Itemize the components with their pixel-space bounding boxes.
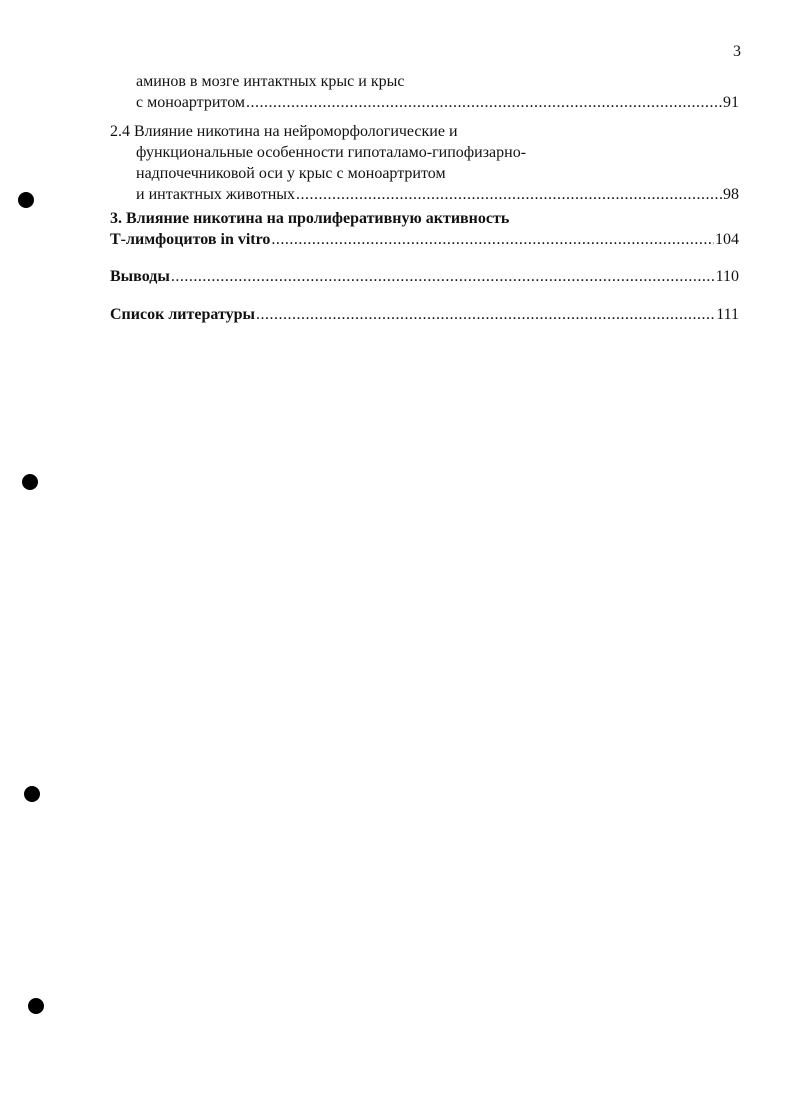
- toc-entry-2-3-page: 91: [723, 94, 739, 111]
- toc-entry-2-3-last-line: [136, 93, 739, 112]
- dot-leader: [256, 305, 715, 324]
- toc-entry-3-line2: Т-лимфоцитов in vitro: [110, 231, 271, 248]
- toc-conclusions-page: 110: [715, 268, 739, 285]
- toc-conclusions-label: Выводы: [110, 268, 170, 285]
- dot-leader: [271, 230, 714, 249]
- toc-entry-2-3-line1: аминов в мозге интактных крыс и крыс: [136, 73, 405, 90]
- toc-entry-references: [110, 305, 739, 324]
- page-number: 3: [733, 43, 741, 60]
- toc-references-label: Список литературы: [110, 306, 255, 323]
- toc-entry-2-4-page: 98: [723, 186, 739, 203]
- toc-entry-3-page: 104: [715, 231, 739, 248]
- punch-hole-mark: [24, 786, 40, 802]
- toc-entry-conclusions: [110, 267, 739, 286]
- toc-references-page: 111: [716, 306, 739, 323]
- dot-leader: [296, 185, 722, 204]
- punch-hole-mark: [22, 474, 38, 490]
- toc-entry-2-4-last-line: [136, 185, 739, 204]
- punch-hole-mark: [28, 998, 44, 1014]
- toc-entry-2-4-line2: функциональные особенности гипоталамо-гипофизарно-: [136, 144, 527, 161]
- punch-hole-mark: [18, 192, 34, 208]
- toc-entry-3-last-line: [110, 230, 739, 249]
- toc-entry-2-3-line2: с моноартритом: [136, 94, 246, 111]
- toc-entry-2-4-line4: и интактных животных: [136, 186, 295, 203]
- toc-entry-2-4-line1: 2.4 Влияние никотина на нейроморфологические и: [110, 123, 458, 140]
- dot-leader: [171, 267, 715, 286]
- toc-entry-3-line1: 3. Влияние никотина на пролиферативную активность: [110, 210, 510, 227]
- toc-entry-2-4-line3: надпочечниковой оси у крыс с моноартритом: [136, 165, 446, 182]
- dot-leader: [246, 93, 722, 112]
